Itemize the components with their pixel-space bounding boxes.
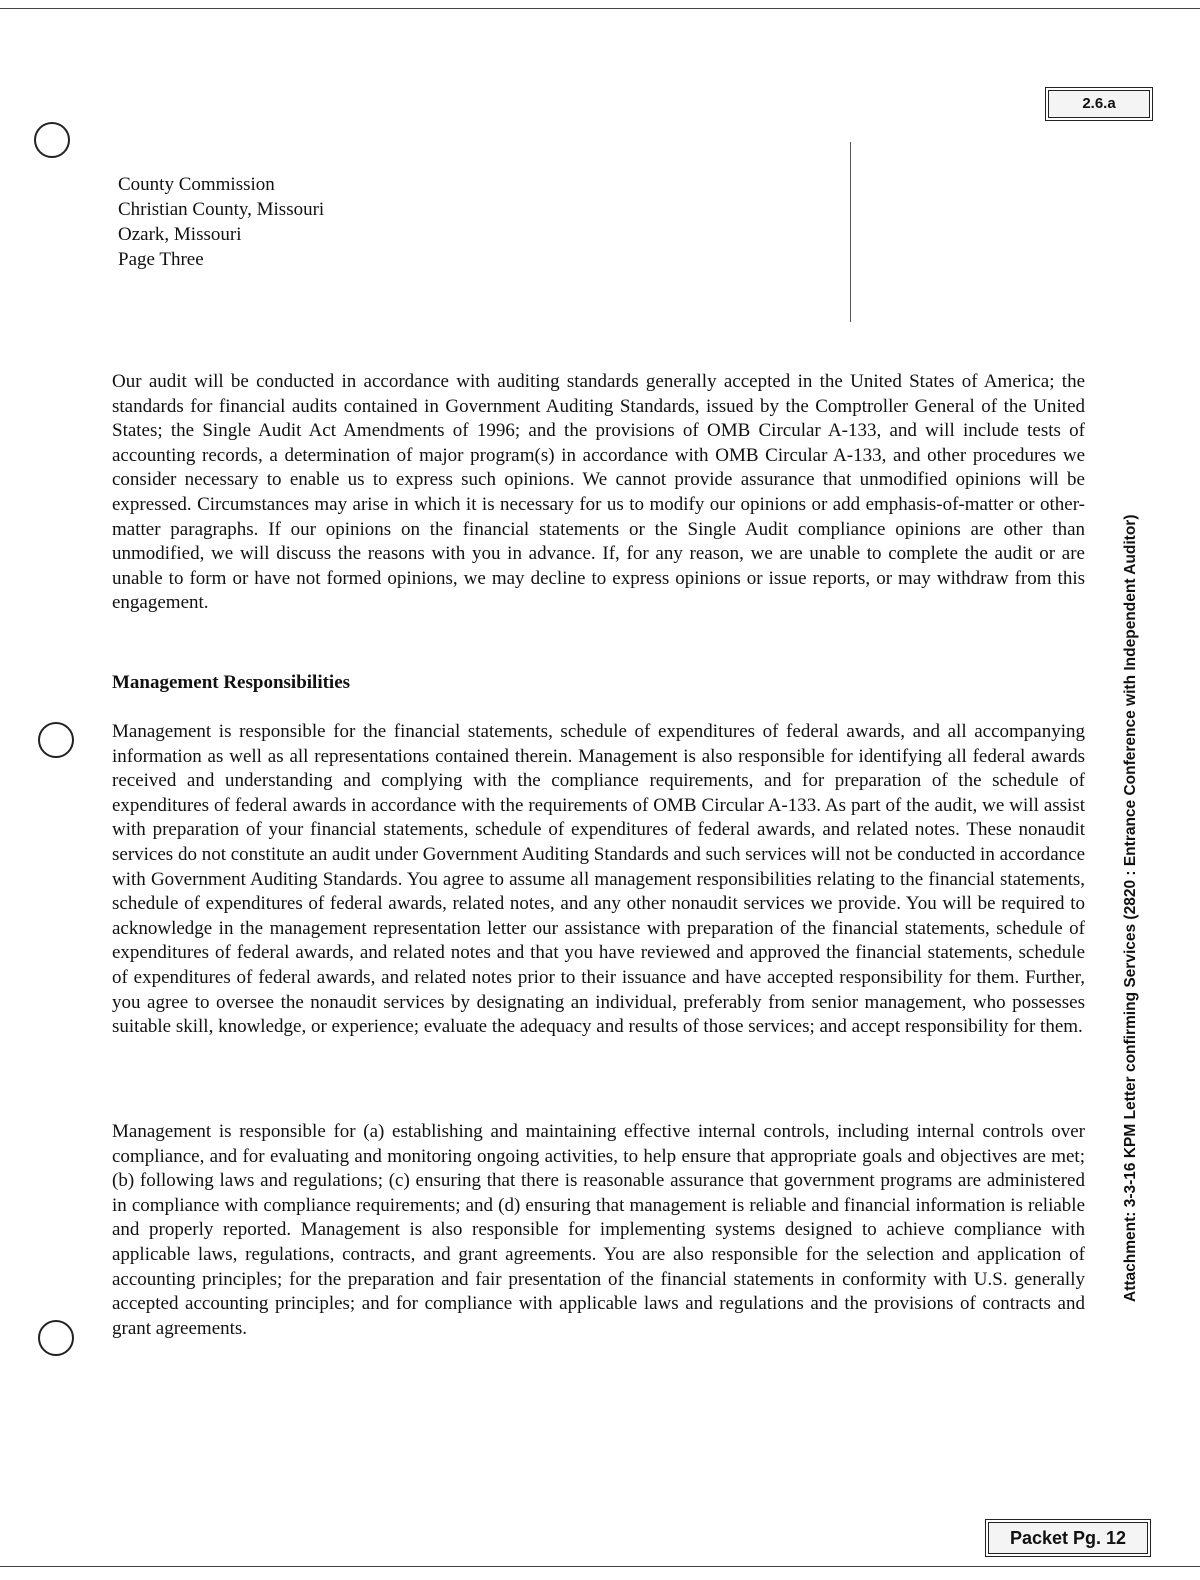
bottom-border-line — [0, 1566, 1200, 1567]
hole-punch-mark — [38, 1320, 74, 1356]
attachment-sidebar-label: Attachment: 3-3-16 KPM Letter confirming Services (2820 : Entrance Conference with Independent Auditor) — [1122, 514, 1139, 1302]
top-border-line — [0, 8, 1200, 9]
address-line: Christian County, Missouri — [118, 199, 325, 220]
scan-artifact-line — [850, 142, 851, 322]
agenda-item-tag: 2.6.a — [1048, 90, 1150, 118]
internal-controls-paragraph: Management is responsible for (a) establishing and maintaining effective internal controls, including internal controls over compliance, and for evaluating and monitoring ongoing activities, to help ensure that appropriate goals and objectives are met; (b) following laws and regulations; (c) ensuring that there is reasonable assurance that government programs are administered in compliance with compliance requirements; and (d) ensuring that management is reliable and financial information is reliable and properly reported. Management is also responsible for implementing systems designed to achieve compliance with applicable laws, regulations, contracts, and grant agreements. You are also responsible for the selection and application of accounting principles; for the preparation and fair presentation of the financial statements in conformity with U.S. generally accepted accounting principles; and for compliance with applicable laws and regulations and the provisions of contracts and grant agreements. — [112, 1121, 1085, 1339]
section-heading: Management Responsibilities — [112, 672, 351, 693]
address-line: Ozark, Missouri — [118, 224, 242, 245]
recipient-address-block — [118, 172, 324, 272]
address-line: County Commission — [118, 174, 275, 195]
packet-page-number: Packet Pg. 12 — [988, 1522, 1148, 1554]
hole-punch-mark — [34, 122, 70, 158]
page-indicator: Page Three — [118, 249, 204, 270]
hole-punch-mark — [38, 722, 74, 758]
management-responsibility-paragraph: Management is responsible for the financial statements, schedule of expenditures of federal awards, and all accompanying information as well as all representations contained therein. Management is also responsible for identifying all federal awards received and understanding and complying with the compliance requirements, and for preparation of the schedule of expenditures of federal awards in accordance with the requirements of OMB Circular A-133. As part of the audit, we will assist with preparation of your financial statements, schedule of expenditures of federal awards, and related notes. These nonaudit services do not constitute an audit under Government Auditing Standards and such services will not be conducted in accordance with Government Auditing Standards. You agree to assume all management responsibilities relating to the financial statements, schedule of expenditures of federal awards, related notes, and any other nonaudit services we provide. You will be required to acknowledge in the management representation letter our assistance with preparation of the financial statements, schedule of expenditures of federal awards, and related notes and that you have reviewed and approved the financial statements, schedule of expenditures of federal awards, and related notes prior to their issuance and have accepted responsibility for them. Further, you agree to oversee the nonaudit services by designating an individual, preferably from senior management, who possesses suitable skill, knowledge, or experience; evaluate the adequacy and results of those services; and accept responsibility for them. — [112, 721, 1085, 1038]
audit-scope-paragraph: Our audit will be conducted in accordance with auditing standards generally accepted in the United States of America; the standards for financial audits contained in Government Auditing Standards, issued by the Comptroller General of the United States; the Single Audit Act Amendments of 1996; and the provisions of OMB Circular A-133, and will include tests of accounting records, a determination of major program(s) in accordance with OMB Circular A-133, and other procedures we consider necessary to enable us to express such opinions. We cannot provide assurance that unmodified opinions will be expressed. Circumstances may arise in which it is necessary for us to modify our opinions or add emphasis-of-matter or other-matter paragraphs. If our opinions on the financial statements or the Single Audit compliance opinions are other than unmodified, we will discuss the reasons with you in advance. If, for any reason, we are unable to complete the audit or are unable to form or have not formed opinions, we may decline to express opinions or issue reports, or may withdraw from this engagement. — [112, 371, 1085, 614]
